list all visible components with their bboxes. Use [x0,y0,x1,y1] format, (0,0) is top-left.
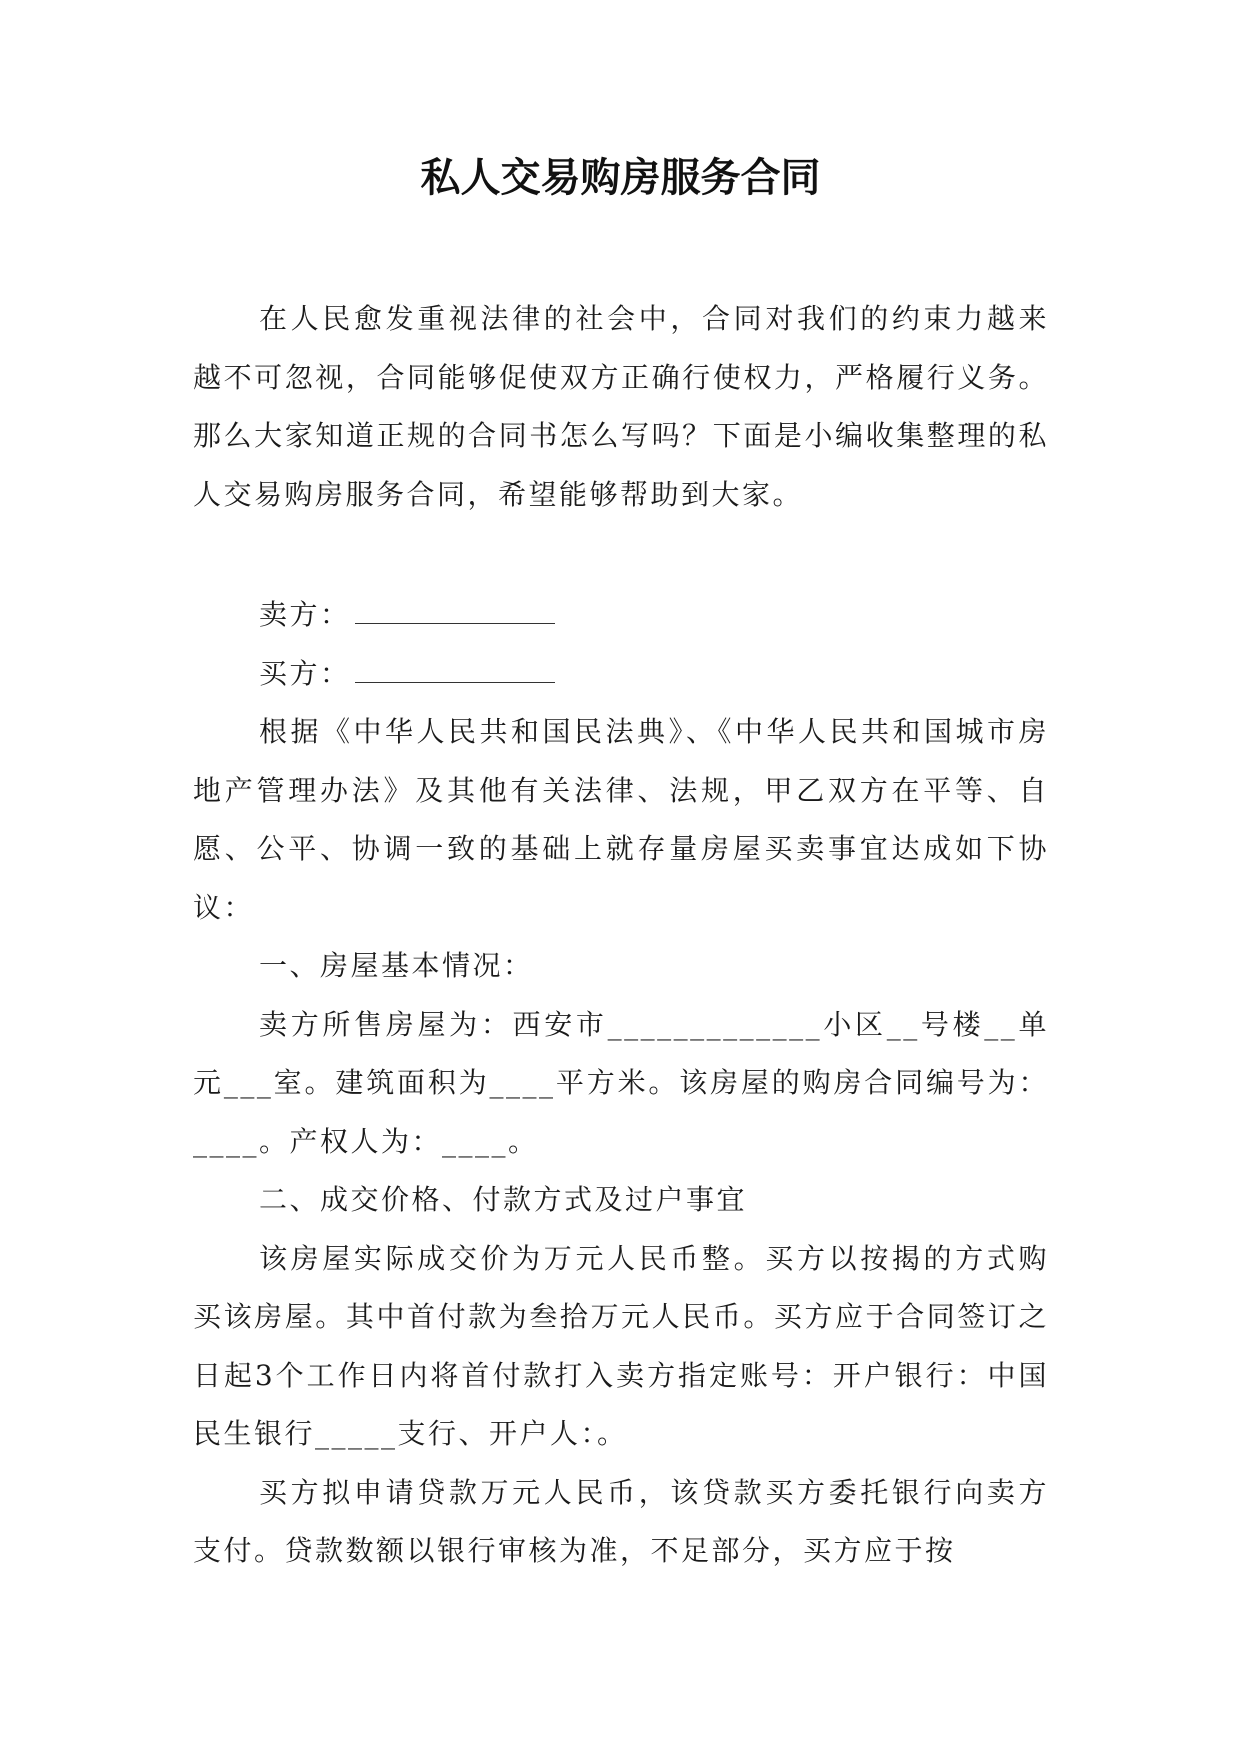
section1-paragraph: 卖方所售房屋为：西安市_____________小区__号楼__单元___室。建筑面积为____平方米。该房屋的购房合同编号为：____。产权人为：____。 [193,1007,1049,1158]
section1-heading: 一、房屋基本情况： [259,949,534,982]
section2-paragraph-1: 该房屋实际成交价为万元人民币整。买方以按揭的方式购买该房屋。其中首付款为叁拾万元人民币。买方应于合同签订之日起3个工作日内将首付款打入卖方指定账号：开户银行：中国民生银行_____支行、开户人：。 [193,1241,1049,1450]
basis-paragraph: 根据《中华人民共和国民法典》、《中华人民共和国城市房地产管理办法》及其他有关法律、法规，甲乙双方在平等、自愿、公平、协调一致的基础上就存量房屋买卖事宜达成如下协议： [193,715,1049,924]
buyer-blank [355,652,555,683]
seller-line [193,586,1049,645]
paragraph-spacer [193,524,1049,586]
buyer-line [193,645,1049,704]
section2-paragraph-2: 买方拟申请贷款万元人民币，该贷款买方委托银行向卖方支付。贷款数额以银行审核为准，不足部分，买方应于按 [193,1475,1049,1567]
seller-blank [355,593,555,624]
intro-paragraph: 在人民愈发重视法律的社会中，合同对我们的约束力越来越不可忽视，合同能够促使双方正确行使权力，严格履行义务。那么大家知道正规的合同书怎么写吗？下面是小编收集整理的私人交易购房服务合同，希望能够帮助到大家。 [193,302,1049,511]
buyer-label: 买方： [259,656,351,690]
section2-heading: 二、成交价格、付款方式及过户事宜 [259,1183,748,1216]
document-title: 私人交易购房服务合同 [420,155,821,201]
document-body [193,290,1049,1581]
seller-label: 卖方： [259,598,351,631]
